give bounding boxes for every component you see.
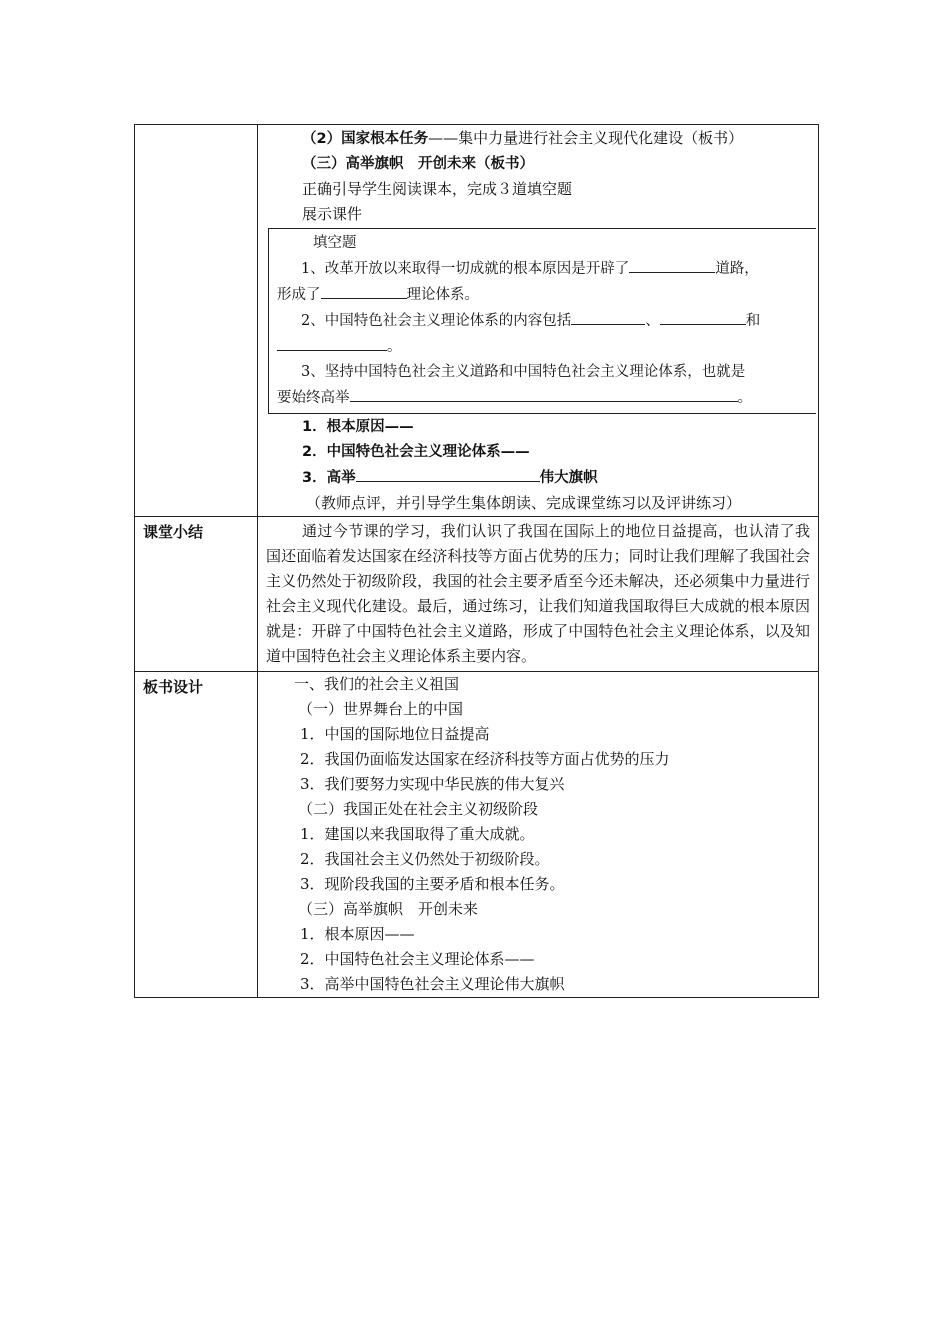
process-label-cell bbox=[135, 125, 258, 517]
lesson-plan-table bbox=[134, 124, 819, 998]
answer-line-2: 2．中国特色社会主义理论体系—— bbox=[302, 444, 530, 460]
summary-label-cell bbox=[135, 517, 258, 672]
blank-q2-b bbox=[660, 308, 746, 325]
process-row bbox=[135, 125, 819, 517]
blank-q2-c bbox=[277, 334, 387, 351]
board-line: 2．我国社会主义仍然处于初级阶段。 bbox=[300, 850, 550, 868]
exercise-q1-line2: 形成了 理论体系。 bbox=[269, 282, 816, 308]
exercise-q2-line1: 2、中国特色社会主义理论体系的内容包括 、 和 bbox=[269, 308, 816, 334]
board-content-cell bbox=[258, 672, 819, 998]
process-line-4: 展示课件 bbox=[302, 205, 363, 223]
summary-row bbox=[135, 517, 819, 672]
exercise-box bbox=[268, 228, 816, 414]
summary-label: 课堂小结 bbox=[143, 523, 204, 541]
process-line-2: （三）高举旗帜 开创未来（板书） bbox=[302, 156, 534, 172]
answer-line-1: 1．根本原因—— bbox=[302, 419, 414, 435]
process-content-cell bbox=[258, 125, 819, 517]
line-rest: ——集中力量进行社会主义现代化建设（板书） bbox=[428, 129, 744, 147]
board-line: 3．现阶段我国的主要矛盾和根本任务。 bbox=[300, 875, 565, 893]
process-line-1 bbox=[258, 126, 818, 152]
line-prefix: （2） bbox=[302, 131, 342, 147]
summary-content-cell bbox=[258, 517, 819, 672]
blank-q1-road bbox=[629, 256, 715, 273]
exercise-q3-line2: 要始终高举 。 bbox=[269, 385, 816, 411]
blank-q1-theory bbox=[321, 282, 407, 299]
board-line: 一、我们的社会主义祖国 bbox=[294, 675, 460, 693]
exercise-q1-line1: 1、改革开放以来取得一切成就的根本原因是开辟了 道路， bbox=[269, 256, 816, 282]
board-line: 2．中国特色社会主义理论体系—— bbox=[300, 950, 535, 968]
board-line: 1．中国的国际地位日益提高 bbox=[300, 725, 490, 743]
process-line-3: 正确引导学生阅读课本，完成３道填空题 bbox=[302, 180, 573, 198]
board-line: （二）我国正处在社会主义初级阶段 bbox=[298, 800, 539, 818]
board-label: 板书设计 bbox=[143, 678, 204, 696]
exercise-q2-line2: 。 bbox=[269, 334, 816, 360]
blank-answer-3 bbox=[356, 465, 540, 482]
answer-line-3: 3．高举 伟大旗帜 bbox=[258, 465, 818, 491]
board-line: 3．我们要努力实现中华民族的伟大复兴 bbox=[300, 775, 565, 793]
line-bold: 国家根本任务 bbox=[341, 131, 429, 147]
board-line: （一）世界舞台上的中国 bbox=[298, 700, 464, 718]
blank-q3 bbox=[350, 385, 738, 402]
blank-q2-a bbox=[571, 308, 645, 325]
board-line: 1．根本原因—— bbox=[300, 925, 415, 943]
summary-text: 通过今节课的学习，我们认识了我国在国际上的地位日益提高，也认清了我国还面临着发达国家在经济科技等方面占优势的压力；同时让我们理解了我国社会主义仍然处于初级阶段，我国的社会主要矛盾至今还未解决，还必须集中力量进行社会主义现代化建设。最后，通过练习，让我们知道我国取得巨大成就的根本原因就是：开辟了中国特色社会主义道路，形成了中国特色社会主义理论体系，以及知道中国特色社会主义理论体系主要内容。 bbox=[266, 522, 810, 665]
board-row bbox=[135, 672, 819, 998]
board-line: 3．高举中国特色社会主义理论伟大旗帜 bbox=[300, 975, 565, 993]
board-label-cell bbox=[135, 672, 258, 998]
exercise-title: 填空题 bbox=[313, 235, 357, 251]
board-line: 1．建国以来我国取得了重大成就。 bbox=[300, 825, 535, 843]
exercise-q3-line1: 3、坚持中国特色社会主义道路和中国特色社会主义理论体系，也就是 bbox=[301, 364, 746, 380]
board-line: 2．我国仍面临发达国家在经济科技等方面占优势的压力 bbox=[300, 750, 670, 768]
board-line: （三）高举旗帜 开创未来 bbox=[298, 900, 479, 918]
teacher-note: （教师点评，并引导学生集体朗读、完成课堂练习以及评讲练习） bbox=[306, 494, 742, 512]
